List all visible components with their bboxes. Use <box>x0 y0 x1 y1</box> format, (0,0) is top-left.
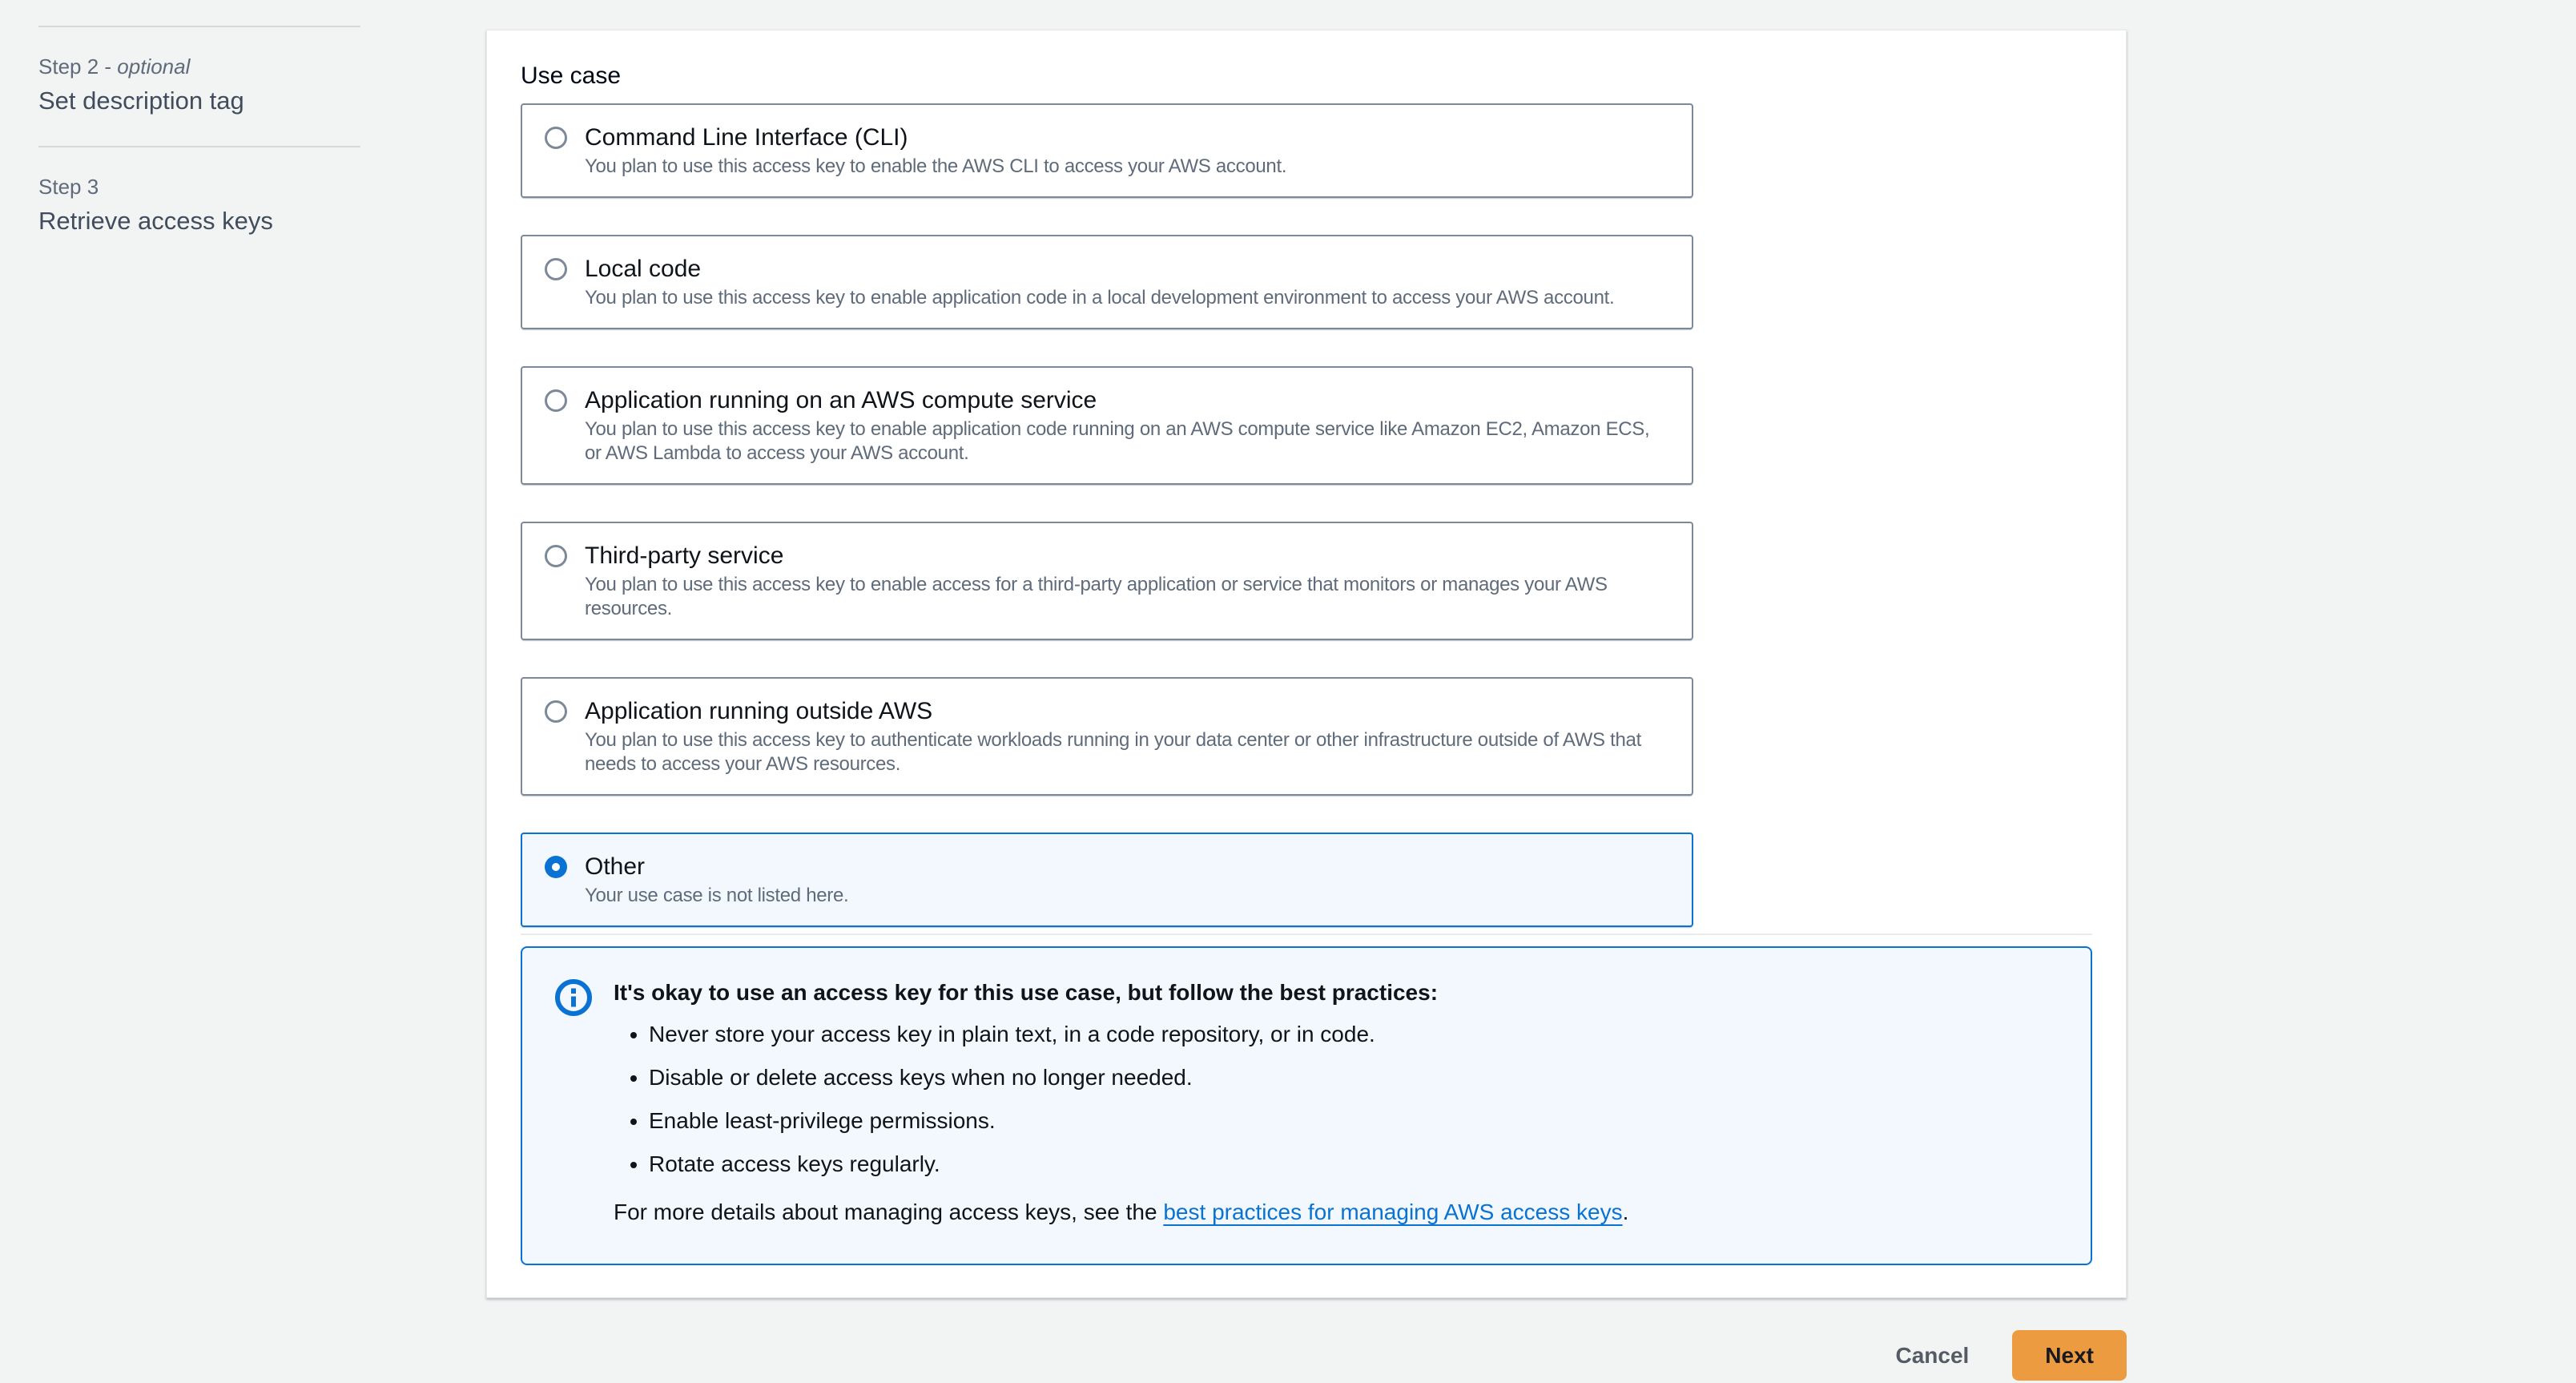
radio-button[interactable] <box>545 545 567 567</box>
use-case-option-aws-compute-service[interactable] <box>521 366 1693 485</box>
divider <box>38 146 360 147</box>
next-button[interactable]: Next <box>2012 1330 2127 1381</box>
wizard-step-2-label: Step 2 - optional <box>38 54 191 79</box>
list-item: • Never store your access key in plain text, in a code repository, or in code. <box>649 1020 1628 1049</box>
use-case-option-cli[interactable] <box>521 103 1693 198</box>
wizard-step-2-optional: optional <box>117 54 191 79</box>
option-description: You plan to use this access key to enable access for a third-party application or service that monitors or manages your AWS resources. <box>585 574 1608 619</box>
wizard-actions <box>1895 1330 2127 1381</box>
info-alert-footer: For more details about managing access keys, see the best practices for managing AWS access keys. <box>614 1200 1629 1224</box>
option-description: You plan to use this access key to enable the AWS CLI to access your AWS account. <box>585 155 1287 177</box>
best-practices-link[interactable]: best practices for managing AWS access keys <box>1163 1200 1623 1224</box>
use-case-option-local-code[interactable] <box>521 235 1693 329</box>
use-case-option-outside-aws[interactable] <box>521 677 1693 796</box>
wizard-step-2-title[interactable]: Set description tag <box>38 87 244 115</box>
option-label: Local code <box>585 256 702 282</box>
cancel-button[interactable]: Cancel <box>1895 1342 1970 1368</box>
list-item: • Rotate access keys regularly. <box>649 1150 1628 1179</box>
info-icon <box>554 978 593 1017</box>
divider <box>38 26 360 27</box>
use-case-option-third-party-service[interactable] <box>521 522 1693 640</box>
list-item: • Enable least-privilege permissions. <box>649 1107 1628 1135</box>
best-practices-list <box>614 1020 1628 1179</box>
wizard-step-3-label: Step 3 <box>38 175 99 199</box>
option-label: Application running outside AWS <box>585 698 933 724</box>
option-description: You plan to use this access key to enable application code running on an AWS compute service like Amazon EC2, Amazon ECS, or AWS Lambda to access your AWS account. <box>585 418 1650 464</box>
divider <box>521 933 2092 935</box>
option-label: Other <box>585 853 646 880</box>
radio-button[interactable] <box>545 127 567 149</box>
option-description: You plan to use this access key to enable application code in a local development environment to access your AWS account. <box>585 287 1615 308</box>
radio-button[interactable] <box>545 258 567 280</box>
option-label: Third-party service <box>585 542 784 569</box>
use-case-option-other[interactable] <box>521 833 1693 927</box>
option-description: Your use case is not listed here. <box>585 885 849 906</box>
option-label: Command Line Interface (CLI) <box>585 124 908 151</box>
info-alert <box>521 946 2092 1265</box>
info-alert-content <box>614 978 1628 1227</box>
option-label: Application running on an AWS compute service <box>585 387 1097 413</box>
radio-button[interactable] <box>545 700 567 723</box>
radio-button[interactable] <box>545 389 567 412</box>
info-alert-heading: It's okay to use an access key for this use case, but follow the best practices: <box>614 980 1439 1005</box>
use-case-radio-group <box>521 103 1693 927</box>
option-description: You plan to use this access key to authenticate workloads running in your data center or other infrastructure outside of AWS that needs to access your AWS resources. <box>585 729 1641 775</box>
list-item: • Disable or delete access keys when no longer needed. <box>649 1063 1628 1092</box>
wizard-step-3-title[interactable]: Retrieve access keys <box>38 207 273 235</box>
radio-button[interactable] <box>545 856 567 878</box>
use-case-heading: Use case <box>521 62 622 89</box>
use-case-panel <box>486 30 2127 1298</box>
